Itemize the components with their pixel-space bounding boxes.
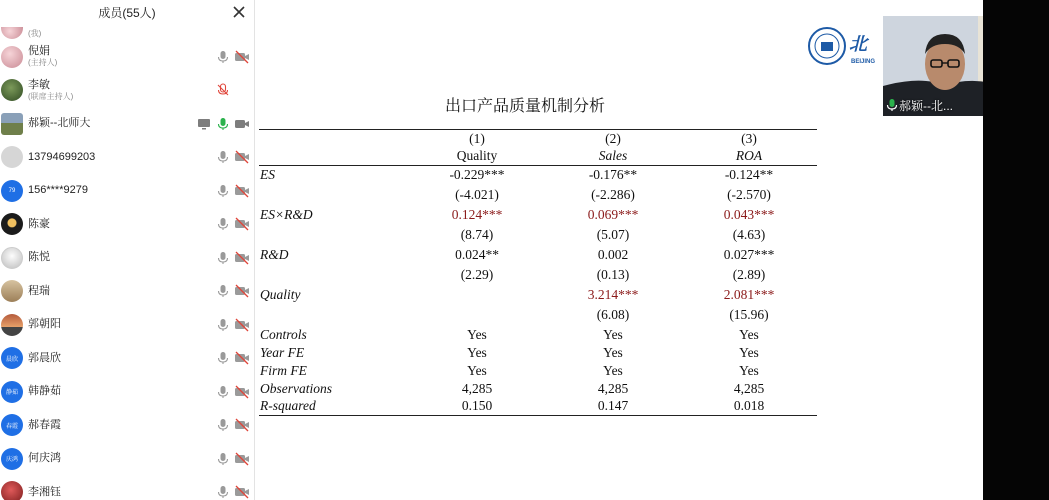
table-cell: (-2.570) <box>727 186 771 202</box>
avatar <box>1 314 23 336</box>
microphone-icon[interactable] <box>215 384 231 400</box>
camera-off-icon[interactable] <box>234 283 250 299</box>
camera-off-icon[interactable] <box>234 317 250 333</box>
member-name: (我) <box>28 28 42 38</box>
table-cell: Yes <box>739 344 759 360</box>
member-status-icons <box>212 275 250 309</box>
row-label <box>259 224 409 246</box>
shared-slide <box>255 0 983 500</box>
table-cell: 3.214*** <box>587 286 639 302</box>
slide-title: 出口产品质量机制分析 <box>445 96 606 115</box>
microphone-icon[interactable] <box>215 417 231 433</box>
avatar <box>1 79 23 101</box>
member-status-icons <box>212 375 250 409</box>
member-row[interactable] <box>0 107 254 141</box>
members-panel <box>0 0 255 500</box>
camera-placeholder-icon <box>234 82 250 98</box>
table-cell: 0.147 <box>545 398 681 416</box>
member-name: 韩静茹 <box>28 385 61 398</box>
table-cell <box>409 286 545 304</box>
row-label: R-squared <box>259 398 409 416</box>
table-cell: Yes <box>467 344 487 360</box>
member-row[interactable] <box>0 275 254 309</box>
table-cell: 0.124*** <box>451 206 503 222</box>
table-row <box>259 264 817 286</box>
table-row <box>259 206 817 224</box>
member-row[interactable] <box>0 174 254 208</box>
table-cell: 4,285 <box>733 380 765 396</box>
member-row[interactable] <box>0 308 254 342</box>
table-cell: Yes <box>739 326 759 342</box>
member-name: 陈悦 <box>28 251 50 264</box>
member-status-icons <box>212 40 250 74</box>
member-status-icons <box>212 308 250 342</box>
member-status-icons <box>212 174 250 208</box>
table-cell: 4,285 <box>597 380 629 396</box>
camera-off-icon[interactable] <box>234 417 250 433</box>
microphone-icon[interactable] <box>215 451 231 467</box>
table-cell <box>409 304 545 326</box>
member-row[interactable] <box>0 442 254 476</box>
row-label: R&D <box>260 246 289 262</box>
member-status-icons <box>212 476 250 500</box>
table-cell: (2.89) <box>732 266 766 282</box>
camera-off-icon[interactable] <box>234 216 250 232</box>
table-cell: 4,285 <box>461 380 493 396</box>
member-info <box>28 27 254 40</box>
table-cell: Yes <box>603 326 623 342</box>
member-status-icons <box>212 208 250 242</box>
member-name: 何庆鸿 <box>28 452 61 465</box>
member-status-icons <box>212 241 250 275</box>
camera-off-icon[interactable] <box>234 49 250 65</box>
row-label: Observations <box>260 380 332 396</box>
table-header-names <box>259 148 817 166</box>
table-cell: (15.96) <box>729 306 769 322</box>
table-cell: 0.002 <box>597 246 629 262</box>
microphone-icon[interactable] <box>215 317 231 333</box>
microphone-icon[interactable] <box>215 283 231 299</box>
column-number: (1) <box>409 130 545 148</box>
table-row <box>259 246 817 264</box>
row-label: Controls <box>260 326 307 342</box>
row-label <box>259 184 409 206</box>
camera-off-icon[interactable] <box>234 384 250 400</box>
table-row <box>259 344 817 362</box>
member-name: 13794699203 <box>28 150 96 163</box>
member-name: 倪娟 <box>28 45 50 58</box>
member-status-icons <box>193 107 250 141</box>
table-cell: Yes <box>603 362 623 378</box>
avatar: 春霞 <box>1 414 23 436</box>
logo-text: 北 <box>849 34 867 55</box>
table-cell: 0.027*** <box>723 246 775 262</box>
mic-off-icon[interactable] <box>215 82 231 98</box>
microphone-icon[interactable] <box>215 183 231 199</box>
camera-off-icon[interactable] <box>234 149 250 165</box>
table-cell: (8.74) <box>460 226 494 242</box>
avatar: 79 <box>1 180 23 202</box>
screen-share-icon[interactable] <box>196 116 212 132</box>
microphone-icon[interactable] <box>215 149 231 165</box>
table-cell: 0.018 <box>681 398 817 416</box>
participant-video-name: 郝颖--北... <box>899 98 953 113</box>
row-label: ES <box>259 166 409 184</box>
avatar <box>1 146 23 168</box>
table-row <box>259 304 817 326</box>
camera-off-icon[interactable] <box>234 183 250 199</box>
member-row[interactable] <box>0 241 254 275</box>
column-name: ROA <box>735 148 763 164</box>
table-cell: (0.13) <box>596 266 630 282</box>
row-label: Year FE <box>260 344 305 360</box>
member-name: 郭晨欣 <box>28 351 61 364</box>
row-label: Firm FE <box>260 362 307 378</box>
table-row <box>259 166 817 184</box>
member-status-icons <box>212 74 250 108</box>
table-header-empty <box>259 148 409 166</box>
member-row[interactable] <box>0 476 254 500</box>
microphone-icon[interactable] <box>215 216 231 232</box>
table-cell: (5.07) <box>596 226 630 242</box>
table-cell: Yes <box>467 362 487 378</box>
table-cell: Yes <box>467 326 487 342</box>
microphone-icon[interactable] <box>215 350 231 366</box>
table-cell: 0.069*** <box>587 206 639 222</box>
table-row <box>259 326 817 344</box>
member-row[interactable] <box>0 141 254 175</box>
avatar <box>1 481 23 500</box>
table-cell: 0.043*** <box>723 206 775 222</box>
table-header-empty <box>259 130 409 148</box>
table-cell: Yes <box>739 362 759 378</box>
microphone-icon[interactable] <box>215 116 231 132</box>
members-panel-header <box>0 0 254 26</box>
table-row <box>259 286 817 304</box>
member-name: 156****9279 <box>28 184 88 197</box>
avatar <box>1 27 23 39</box>
table-cell: -0.229*** <box>409 166 545 184</box>
row-label <box>259 264 409 286</box>
column-number: (2) <box>545 130 681 148</box>
avatar: 庆鸿 <box>1 448 23 470</box>
column-name: Sales <box>598 148 628 164</box>
table-cell: 2.081*** <box>723 286 775 302</box>
camera-off-icon[interactable] <box>234 350 250 366</box>
avatar: 静茹 <box>1 381 23 403</box>
member-name: 郝颖--北师大 <box>28 117 91 130</box>
table-cell: -0.176** <box>545 166 681 184</box>
member-row[interactable] <box>0 342 254 376</box>
table-cell: Yes <box>603 344 623 360</box>
member-row[interactable] <box>0 74 254 108</box>
members-panel-title: 成员(55人) <box>98 6 156 20</box>
row-label <box>259 304 409 326</box>
camera-off-icon[interactable] <box>234 484 250 500</box>
table-cell: (4.63) <box>732 226 766 242</box>
member-row[interactable] <box>0 409 254 443</box>
member-name: 郝春霞 <box>28 418 61 431</box>
avatar <box>1 113 23 135</box>
member-status-icons <box>212 342 250 376</box>
member-name: 李湘钰 <box>28 485 61 498</box>
mic-active-icon <box>885 98 899 112</box>
camera-off-icon[interactable] <box>234 451 250 467</box>
participant-video-label <box>885 97 953 113</box>
avatar <box>1 280 23 302</box>
table-row <box>259 224 817 246</box>
regression-table <box>259 129 817 416</box>
avatar <box>1 213 23 235</box>
table-row <box>259 362 817 380</box>
avatar <box>1 247 23 269</box>
table-cell: (6.08) <box>596 306 630 322</box>
member-status-icons <box>212 409 250 443</box>
microphone-icon[interactable] <box>215 484 231 500</box>
table-cell: 0.150 <box>409 398 545 416</box>
member-list <box>0 26 254 500</box>
column-number: (3) <box>681 130 817 148</box>
member-name: 李敏 <box>28 78 50 91</box>
camera-icon[interactable] <box>234 116 250 132</box>
avatar: 晨欣 <box>1 347 23 369</box>
table-row <box>259 398 817 416</box>
member-name: 郭朝阳 <box>28 318 61 331</box>
row-label: ES×R&D <box>260 206 313 222</box>
avatar <box>1 46 23 68</box>
member-role: (联席主持人) <box>28 91 74 101</box>
column-name: Quality <box>456 148 498 164</box>
table-row <box>259 184 817 206</box>
member-status-icons <box>212 141 250 175</box>
table-cell: (-2.286) <box>591 186 635 202</box>
table-cell: (-4.021) <box>455 186 499 202</box>
table-cell: -0.124** <box>681 166 817 184</box>
member-row[interactable] <box>0 26 254 40</box>
microphone-icon[interactable] <box>215 49 231 65</box>
member-row[interactable] <box>0 40 254 74</box>
microphone-icon[interactable] <box>215 250 231 266</box>
member-name: 陈豪 <box>28 217 50 230</box>
table-row <box>259 380 817 398</box>
member-row[interactable] <box>0 208 254 242</box>
close-icon[interactable] <box>230 3 248 21</box>
member-row[interactable] <box>0 375 254 409</box>
table-cell: (2.29) <box>460 266 494 282</box>
member-name: 程瑞 <box>28 284 50 297</box>
logo-subtext: BEIJING <box>851 59 876 65</box>
member-status-icons <box>212 442 250 476</box>
camera-off-icon[interactable] <box>234 250 250 266</box>
table-cell: 0.024** <box>455 246 499 262</box>
row-label: Quality <box>260 286 301 302</box>
member-role: (主持人) <box>28 58 58 68</box>
table-header-numbers <box>259 130 817 148</box>
window-edge <box>983 0 1049 500</box>
